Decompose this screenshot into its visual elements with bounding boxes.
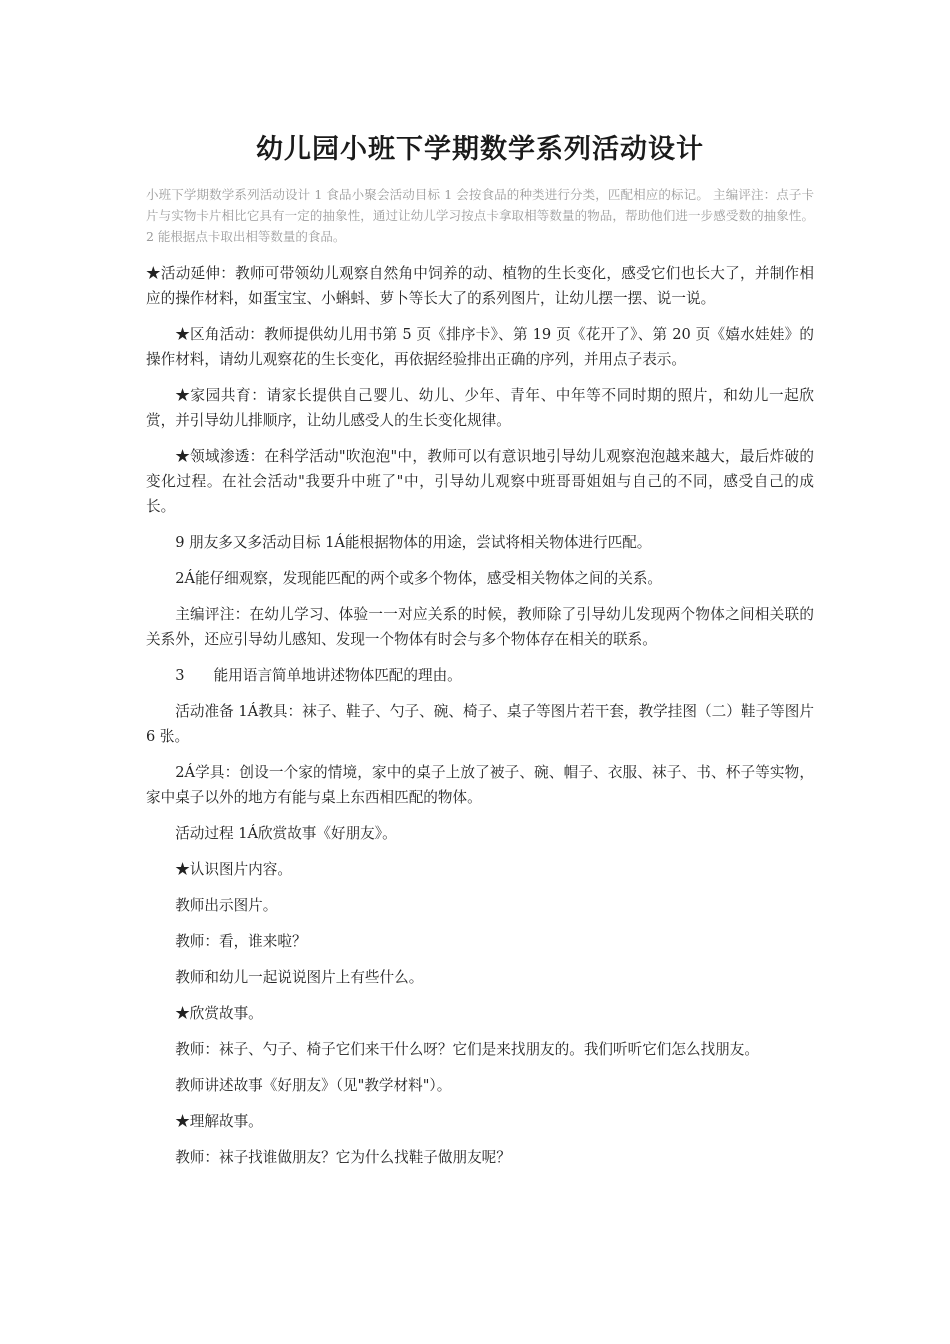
paragraph-socks-question: 教师：袜子找谁做朋友？它为什么找鞋子做朋友呢？ — [175, 1149, 511, 1166]
paragraph-understand-story: ★理解故事。 — [175, 1113, 263, 1130]
paragraph-home-school: ★家园共育：请家长提供自己婴儿、幼儿、少年、青年、中年等不同时期的照片，和幼儿一起欣赏，并引导幼儿排顺序，让幼儿感受人的生长变化规律。 — [146, 387, 814, 429]
paragraph-who-is-coming: 教师：看，谁来啦？ — [175, 933, 307, 950]
paragraph-show-pictures: 教师出示图片。 — [175, 897, 278, 914]
paragraph-goal-1: 9 朋友多又多活动目标 1Á能根据物体的用途，尝试将相关物体进行匹配。 — [175, 534, 652, 551]
paragraph-process-1: 活动过程 1Á欣赏故事《好朋友》。 — [175, 825, 397, 842]
paragraph-goal-3: 3 能用语言简单地讲述物体匹配的理由。 — [175, 667, 462, 684]
document-summary: 小班下学期数学系列活动设计 1 食品小聚会活动目标 1 会按食品的种类进行分类，匹配相应的标记。 主编评注：点子卡片与实物卡片相比它具有一定的抽象性，通过让幼儿学习按点卡拿取相等数量的物品，帮助他们进一步感受数的抽象性。 2 能根据点卡取出相等数量的食品。 — [146, 187, 814, 244]
paragraph-recognize-pictures: ★认识图片内容。 — [175, 861, 292, 878]
paragraph-enjoy-story: ★欣赏故事。 — [175, 1005, 263, 1022]
paragraph-domain-integration: ★领域渗透：在科学活动"吹泡泡"中，教师可以有意识地引导幼儿观察泡泡越来越大，最后炸破的变化过程。在社会活动"我要升中班了"中，引导幼儿观察中班哥哥姐姐与自己的不同，感受自己的成长。 — [146, 448, 814, 515]
paragraph-preparation-2: 2Á学具：创设一个家的情境，家中的桌子上放了被子、碗、帽子、衣服、袜子、书、杯子等实物，家中桌子以外的地方有能与桌上东西相匹配的物体。 — [146, 764, 814, 806]
paragraph-editor-note: 主编评注：在幼儿学习、体验一一对应关系的时候，教师除了引导幼儿发现两个物体之间相关联的关系外，还应引导幼儿感知、发现一个物体有时会与多个物体存在相关的联系。 — [146, 606, 814, 648]
paragraph-corner-activity: ★区角活动：教师提供幼儿用书第 5 页《排序卡》、第 19 页《花开了》、第 20 页《嬉水娃娃》的操作材料，请幼儿观察花的生长变化，再依据经验排出正确的序列，并用点子表示。 — [146, 326, 814, 368]
paragraph-activity-extension: ★活动延伸：教师可带领幼儿观察自然角中饲养的动、植物的生长变化，感受它们也长大了，并制作相应的操作材料，如蛋宝宝、小蝌蚪、萝卜等长大了的系列图片，让幼儿摆一摆、说一说。 — [146, 265, 814, 307]
document-page — [146, 126, 819, 1181]
paragraph-talk-pictures: 教师和幼儿一起说说图片上有些什么。 — [175, 969, 424, 986]
document-title: 幼儿园小班下学期数学系列活动设计 — [256, 134, 704, 165]
paragraph-find-friends: 教师：袜子、勺子、椅子它们来干什么呀？它们是来找朋友的。我们听听它们怎么找朋友。 — [175, 1041, 759, 1058]
paragraph-goal-2: 2Á能仔细观察，发现能匹配的两个或多个物体，感受相关物体之间的关系。 — [175, 570, 663, 587]
paragraph-preparation-1: 活动准备 1Á教具：袜子、鞋子、勺子、碗、椅子、桌子等图片若干套，教学挂图（二）鞋子等图片 6 张。 — [146, 703, 819, 745]
paragraph-tell-story: 教师讲述故事《好朋友》（见"教学材料"）。 — [175, 1077, 452, 1094]
